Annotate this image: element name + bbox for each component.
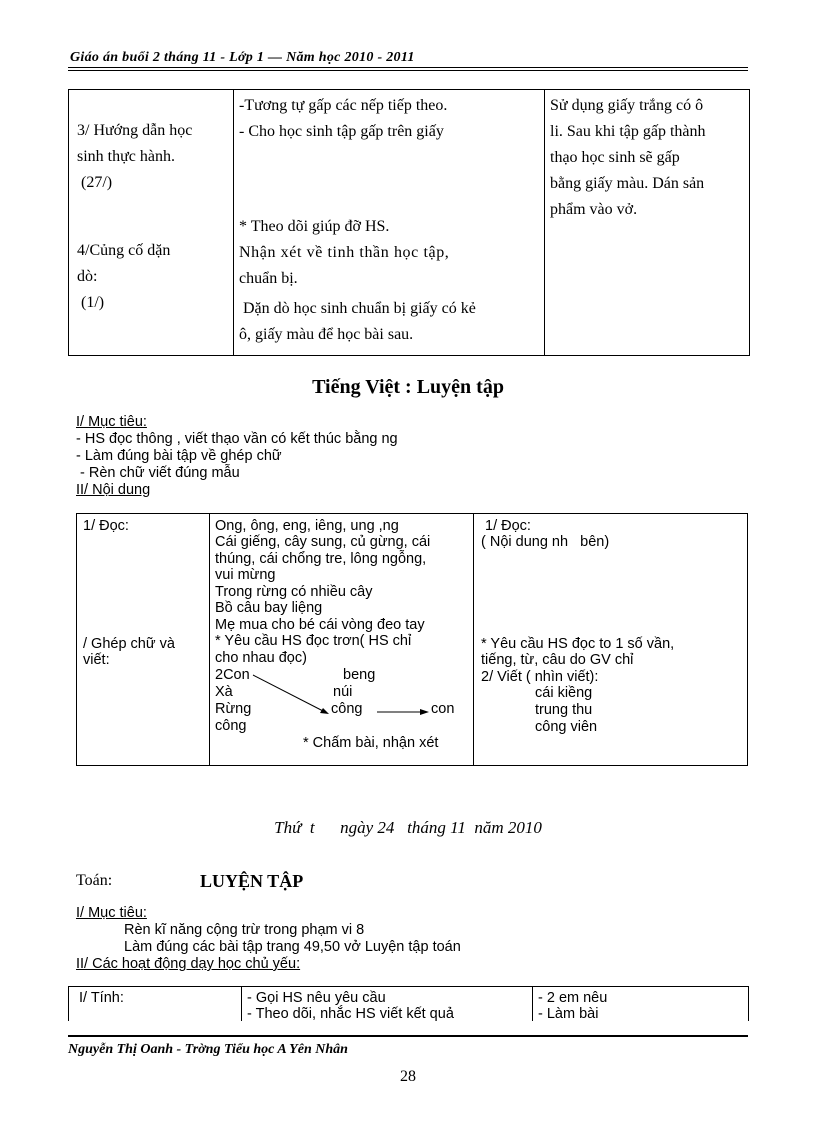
match-word: beng (343, 667, 376, 683)
student-activity: Sử dụng giấy trắng có ô (550, 97, 704, 114)
student-activity: - 2 em nêu (538, 990, 608, 1006)
match-word: 2Con (215, 667, 250, 683)
student-activity: li. Sau khi tập gấp thành (550, 123, 706, 140)
reading-content: Ong, ông, eng, iêng, ung ,ng (215, 518, 399, 534)
page-header: Giáo án buổi 2 tháng 11 - Lớp 1 — Năm học 2010 - 2011 (70, 50, 415, 65)
reading-label: 1/ Đọc: (481, 518, 531, 534)
table-divider (544, 90, 545, 355)
header-rule (68, 67, 748, 68)
step-label: sinh thực hành. (77, 148, 175, 165)
table-divider (241, 987, 242, 1021)
match-word: công (215, 718, 247, 734)
reading-content: thúng, cái chổng tre, lông ngỗng, (215, 551, 427, 567)
page-number: 28 (400, 1068, 416, 1085)
teacher-activity: - Gọi HS nêu yêu cầu (247, 990, 386, 1006)
arrow-head-icon (420, 709, 429, 715)
objective-item: Rèn kĩ năng cộng trừ trong phạm vi 8 (124, 922, 365, 938)
header-rule-2 (68, 70, 748, 71)
student-content: trung thu (535, 702, 593, 718)
teacher-activity: Nhận xét về tinh thần học tập, (239, 244, 450, 261)
student-content: 2/ Viết ( nhìn viết): (481, 669, 599, 685)
table-divider (233, 90, 234, 355)
reading-content: Mẹ mua cho bé cái vòng đeo tay (215, 617, 425, 633)
table-divider (473, 514, 474, 765)
teacher-activity: Dặn dò học sinh chuẩn bị giấy có kẻ (243, 300, 476, 317)
objective-heading: I/ Mục tiêu: (76, 905, 147, 921)
objective-item: Làm đúng các bài tập trang 49,50 vở Luyện tập toán (124, 939, 461, 955)
match-word: núi (333, 684, 353, 700)
student-content: ( Nội dung nh bên) (481, 534, 610, 550)
teacher-activity: - Theo dõi, nhắc HS viết kết quả (247, 1006, 454, 1022)
student-content: * Yêu cầu HS đọc to 1 số vần, (481, 636, 675, 652)
match-word: công (331, 701, 363, 717)
match-arrow (253, 675, 325, 712)
lesson-table-3 (68, 986, 749, 1021)
student-content: tiếng, từ, câu do GV chỉ (481, 652, 634, 668)
match-word: Xà (215, 684, 233, 700)
objective-heading: I/ Mục tiêu: (76, 414, 147, 430)
section-title: LUYỆN TẬP (200, 871, 304, 891)
step-label: 3/ Hướng dẫn học (77, 122, 193, 139)
step-duration: (1/) (81, 294, 105, 311)
reading-content: cho nhau đọc) (215, 650, 307, 666)
reading-content: * Yêu cầu HS đọc trơn( HS chỉ (215, 633, 412, 649)
teacher-activity: ô, giấy màu để học bài sau. (239, 326, 414, 343)
match-word: con (431, 701, 455, 717)
student-activity: thạo học sinh sẽ gấp (550, 149, 680, 166)
step-label: 4/Củng cố dặn (77, 242, 171, 259)
objective-item: - HS đọc thông , viết thạo vần có kết thúc bằng ng (76, 431, 398, 447)
step-duration: (27/) (81, 174, 113, 191)
step-label: dò: (77, 268, 98, 285)
exercise-label: I/ Tính: (79, 990, 124, 1006)
student-activity: - Làm bài (538, 1006, 599, 1022)
lesson-table-2 (76, 513, 748, 766)
grading-note: * Chấm bài, nhận xét (303, 735, 439, 751)
reading-content: Trong rừng có nhiều cây (215, 584, 373, 600)
teacher-activity: chuẩn bị. (239, 270, 298, 287)
footer-rule (68, 1035, 748, 1037)
teacher-activity: * Theo dõi giúp đỡ HS. (239, 218, 390, 235)
match-word: Rừng (215, 701, 252, 717)
compose-label: viết: (83, 652, 110, 668)
section-title: Tiếng Việt : Luyện tập (312, 376, 504, 398)
table-divider (532, 987, 533, 1021)
student-content: công viên (535, 719, 598, 735)
arrow-head-icon (320, 708, 329, 714)
lesson-table-1 (68, 89, 750, 356)
reading-content: vui mừng (215, 567, 276, 583)
reading-content: Cái giếng, cây sung, củ gừng, cái (215, 534, 431, 550)
teacher-activity: - Cho học sinh tập gấp trên giấy (239, 123, 444, 140)
subject-label: Toán: (76, 872, 113, 889)
objective-item: - Rèn chữ viết đúng mẫu (76, 465, 240, 481)
reading-content: Bồ câu bay liệng (215, 600, 323, 616)
date-line: Thứ t ngày 24 tháng 11 năm 2010 (274, 818, 542, 837)
teacher-activity: -Tương tự gấp các nếp tiếp theo. (239, 97, 448, 114)
page-footer: Nguyễn Thị Oanh - Trờng Tiểu học A Yên Nhân (68, 1042, 348, 1057)
reading-label: 1/ Đọc: (83, 518, 129, 534)
student-activity: bằng giấy màu. Dán sản (550, 175, 705, 192)
compose-label: / Ghép chữ và (83, 636, 175, 652)
student-content: cái kiềng (535, 685, 593, 701)
content-heading: II/ Nội dung (76, 482, 151, 498)
objective-item: - Làm đúng bài tập về ghép chữ (76, 448, 282, 464)
match-arrows (77, 514, 473, 767)
activities-heading: II/ Các hoạt động dạy học chủ yếu: (76, 956, 301, 972)
student-activity: phẩm vào vở. (550, 201, 638, 218)
